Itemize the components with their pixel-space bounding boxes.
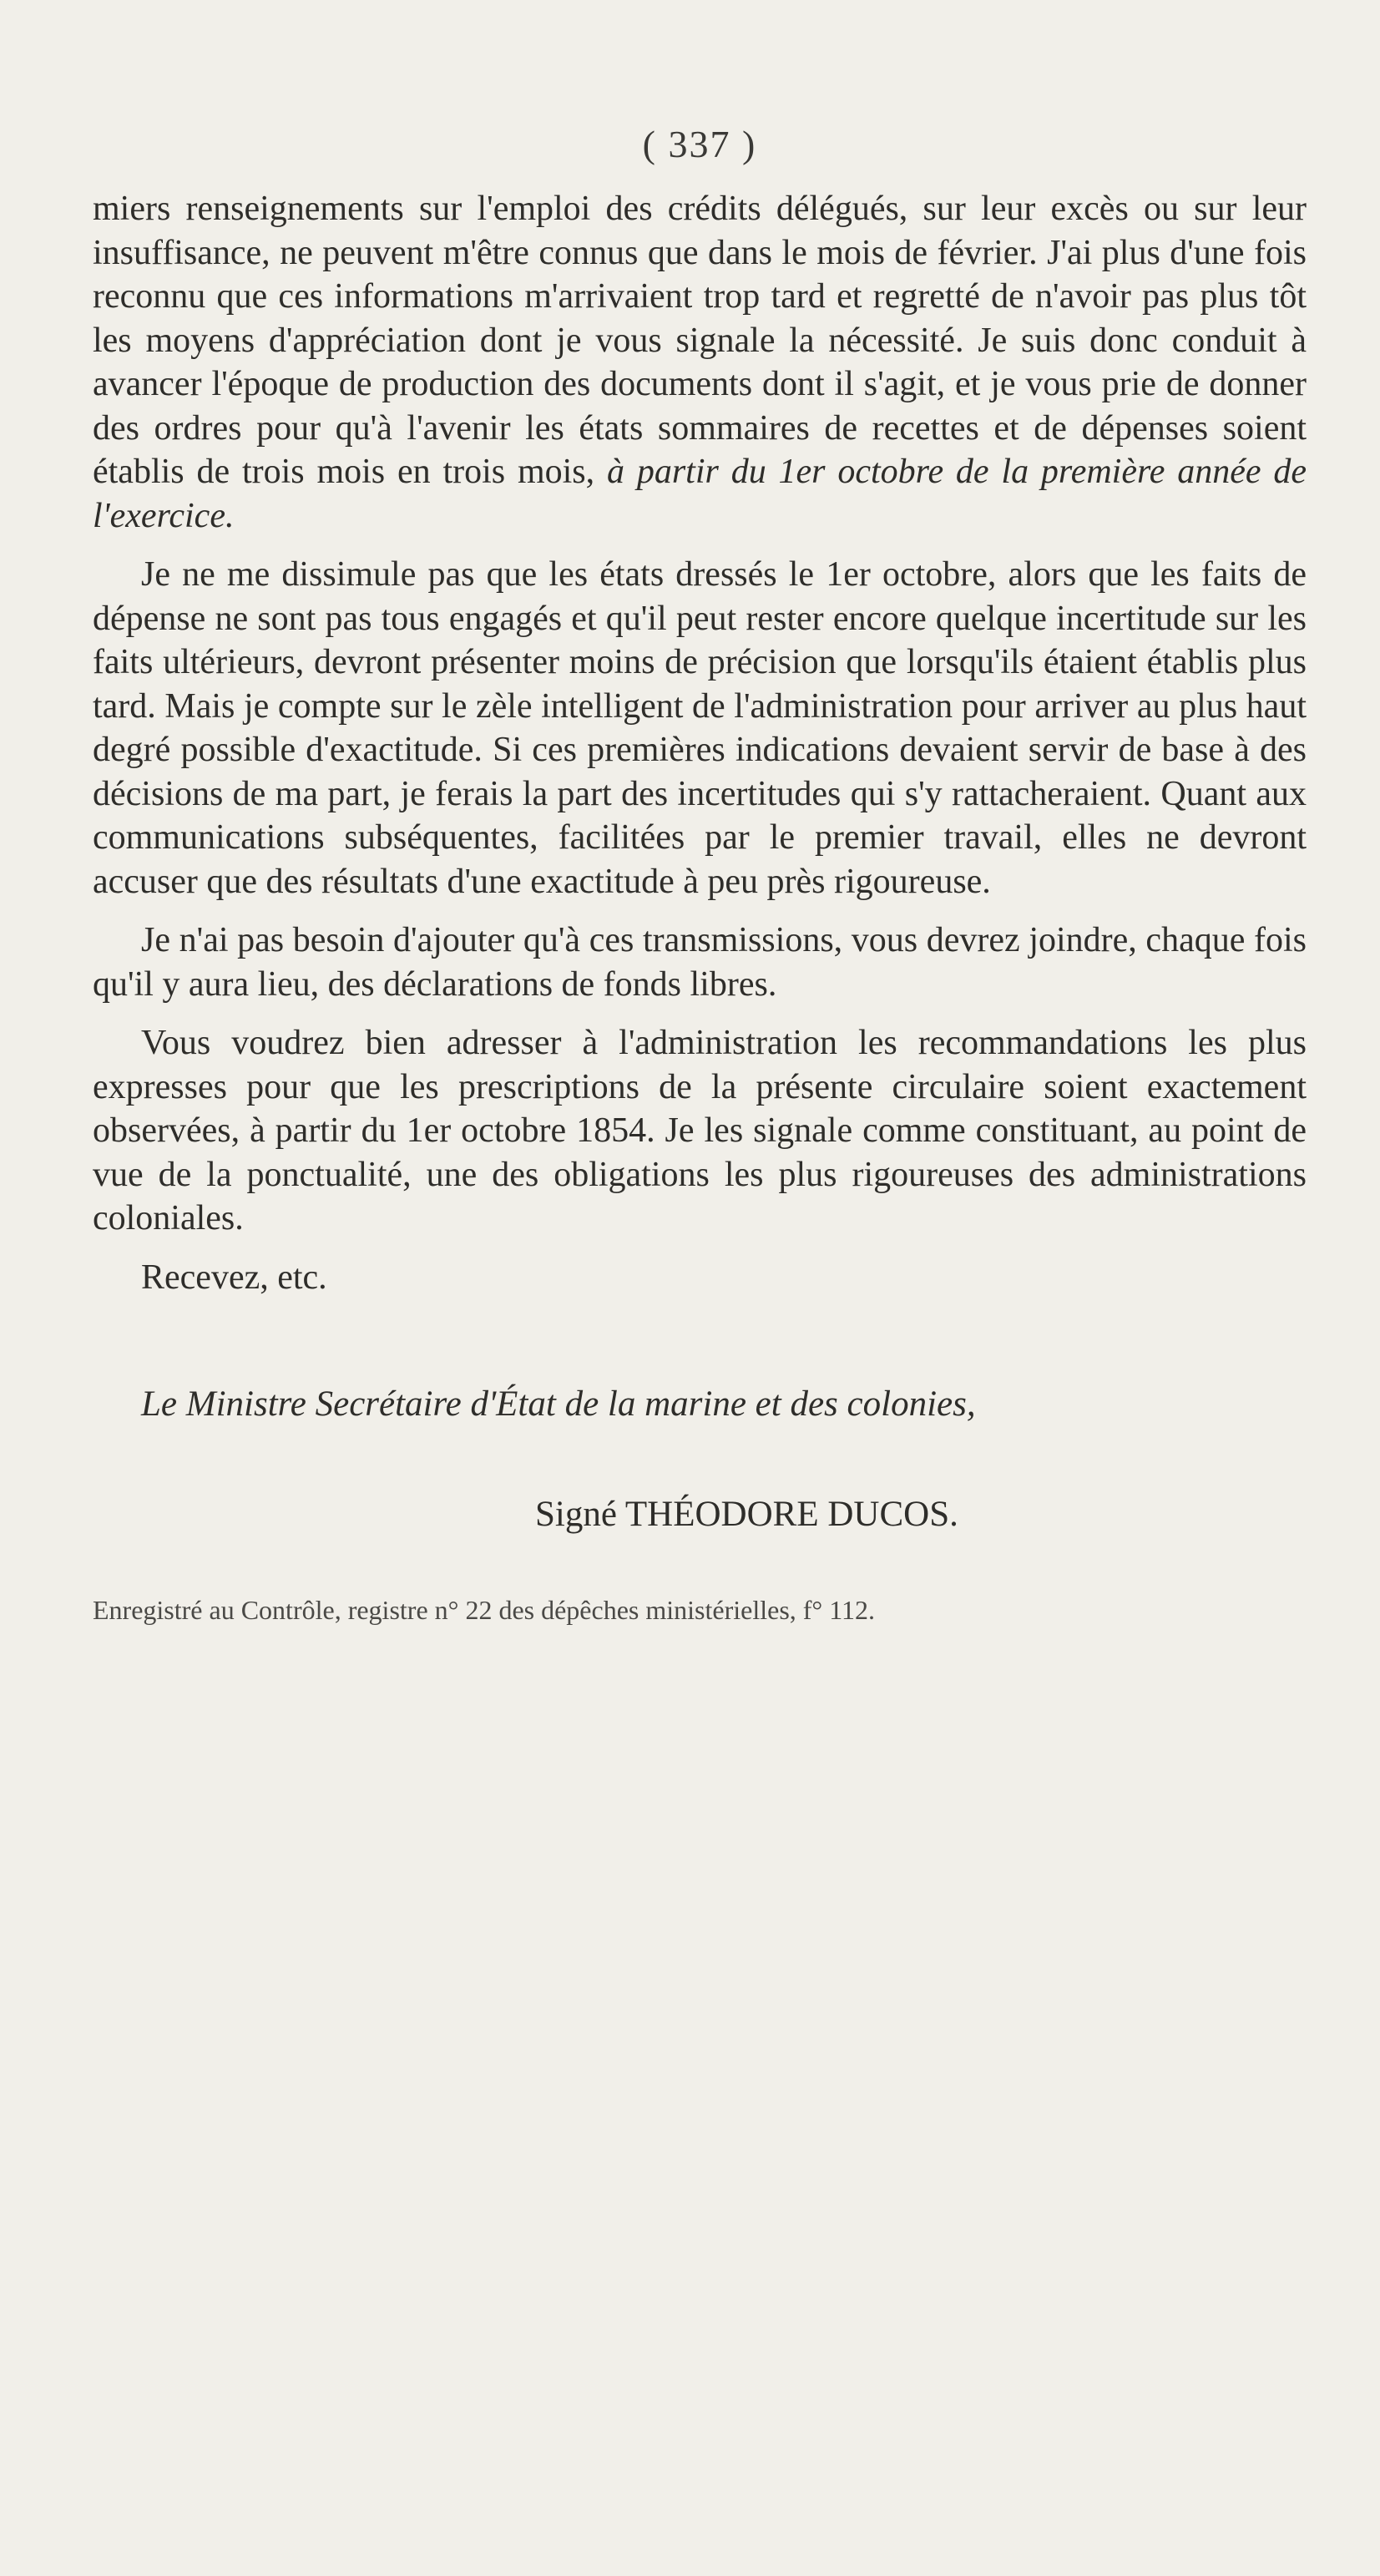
paragraph-1-text: miers renseignements sur l'emploi des crédits délégués, sur leur excès ou sur leur insuffisance, ne peuvent m'être connus que dans le mois de février. J'ai plus d'une fois reconnu que ces informations m'arrivaient trop tard et regretté de n'avoir pas plus tôt les moyens d'appréciation dont je vous signale la nécessité. Je suis donc conduit à avancer l'époque de production des documents dont il s'agit, et je vous prie de donner des ordres pour qu'à l'avenir les états sommaires de recettes et de dépenses soient établis de trois mois en trois mois,: [93, 190, 1307, 491]
signed-name: Signé THÉODORE DUCOS.: [535, 1495, 958, 1534]
paragraph-1: [93, 187, 1307, 538]
paragraph-3: Je n'ai pas besoin d'ajouter qu'à ces transmissions, vous devrez joindre, chaque fois qu'il y aura lieu, des déclarations de fonds libres.: [93, 921, 1307, 1004]
page-number: ( 337 ): [642, 123, 757, 165]
paragraph-2: Je ne me dissimule pas que les états dressés le 1er octobre, alors que les faits de dépense ne sont pas tous engagés et qu'il peut rester encore quelque incertitude sur les faits ultérieurs, devront présenter moins de précision que lorsqu'ils étaient établis plus tard. Mais je compte sur le zèle intelligent de l'administration pour arriver au plus haut degré possible d'exactitude. Si ces premières indications devaient servir de base à des décisions de ma part, je ferais la part des incertitudes qui s'y rattacheraient. Quant aux communications subséquentes, facilitées par le premier travail, elles ne devront accuser que des résultats d'une exactitude à peu près rigoureuse.: [93, 555, 1307, 901]
paragraph-4: Vous voudrez bien adresser à l'administration les recommandations les plus expresses pour que les prescriptions de la présente circulaire soient exactement observées, à partir du 1er octobre 1854. Je les signale comme constituant, au point de vue de la ponctualité, une des obligations les plus rigoureuses des administrations coloniales.: [93, 1024, 1307, 1237]
closing-salutation: Recevez, etc.: [141, 1258, 327, 1297]
letter-body: [93, 187, 1307, 1299]
minister-title: Le Ministre Secrétaire d'État de la marine et des colonies,: [141, 1384, 976, 1424]
italic-date-fragment: à partir du 1er octobre de la première année de l'exercice.: [93, 453, 1307, 535]
registration-note: Enregistré au Contrôle, registre n° 22 des dépêches ministérielles, f° 112.: [93, 1595, 876, 1625]
